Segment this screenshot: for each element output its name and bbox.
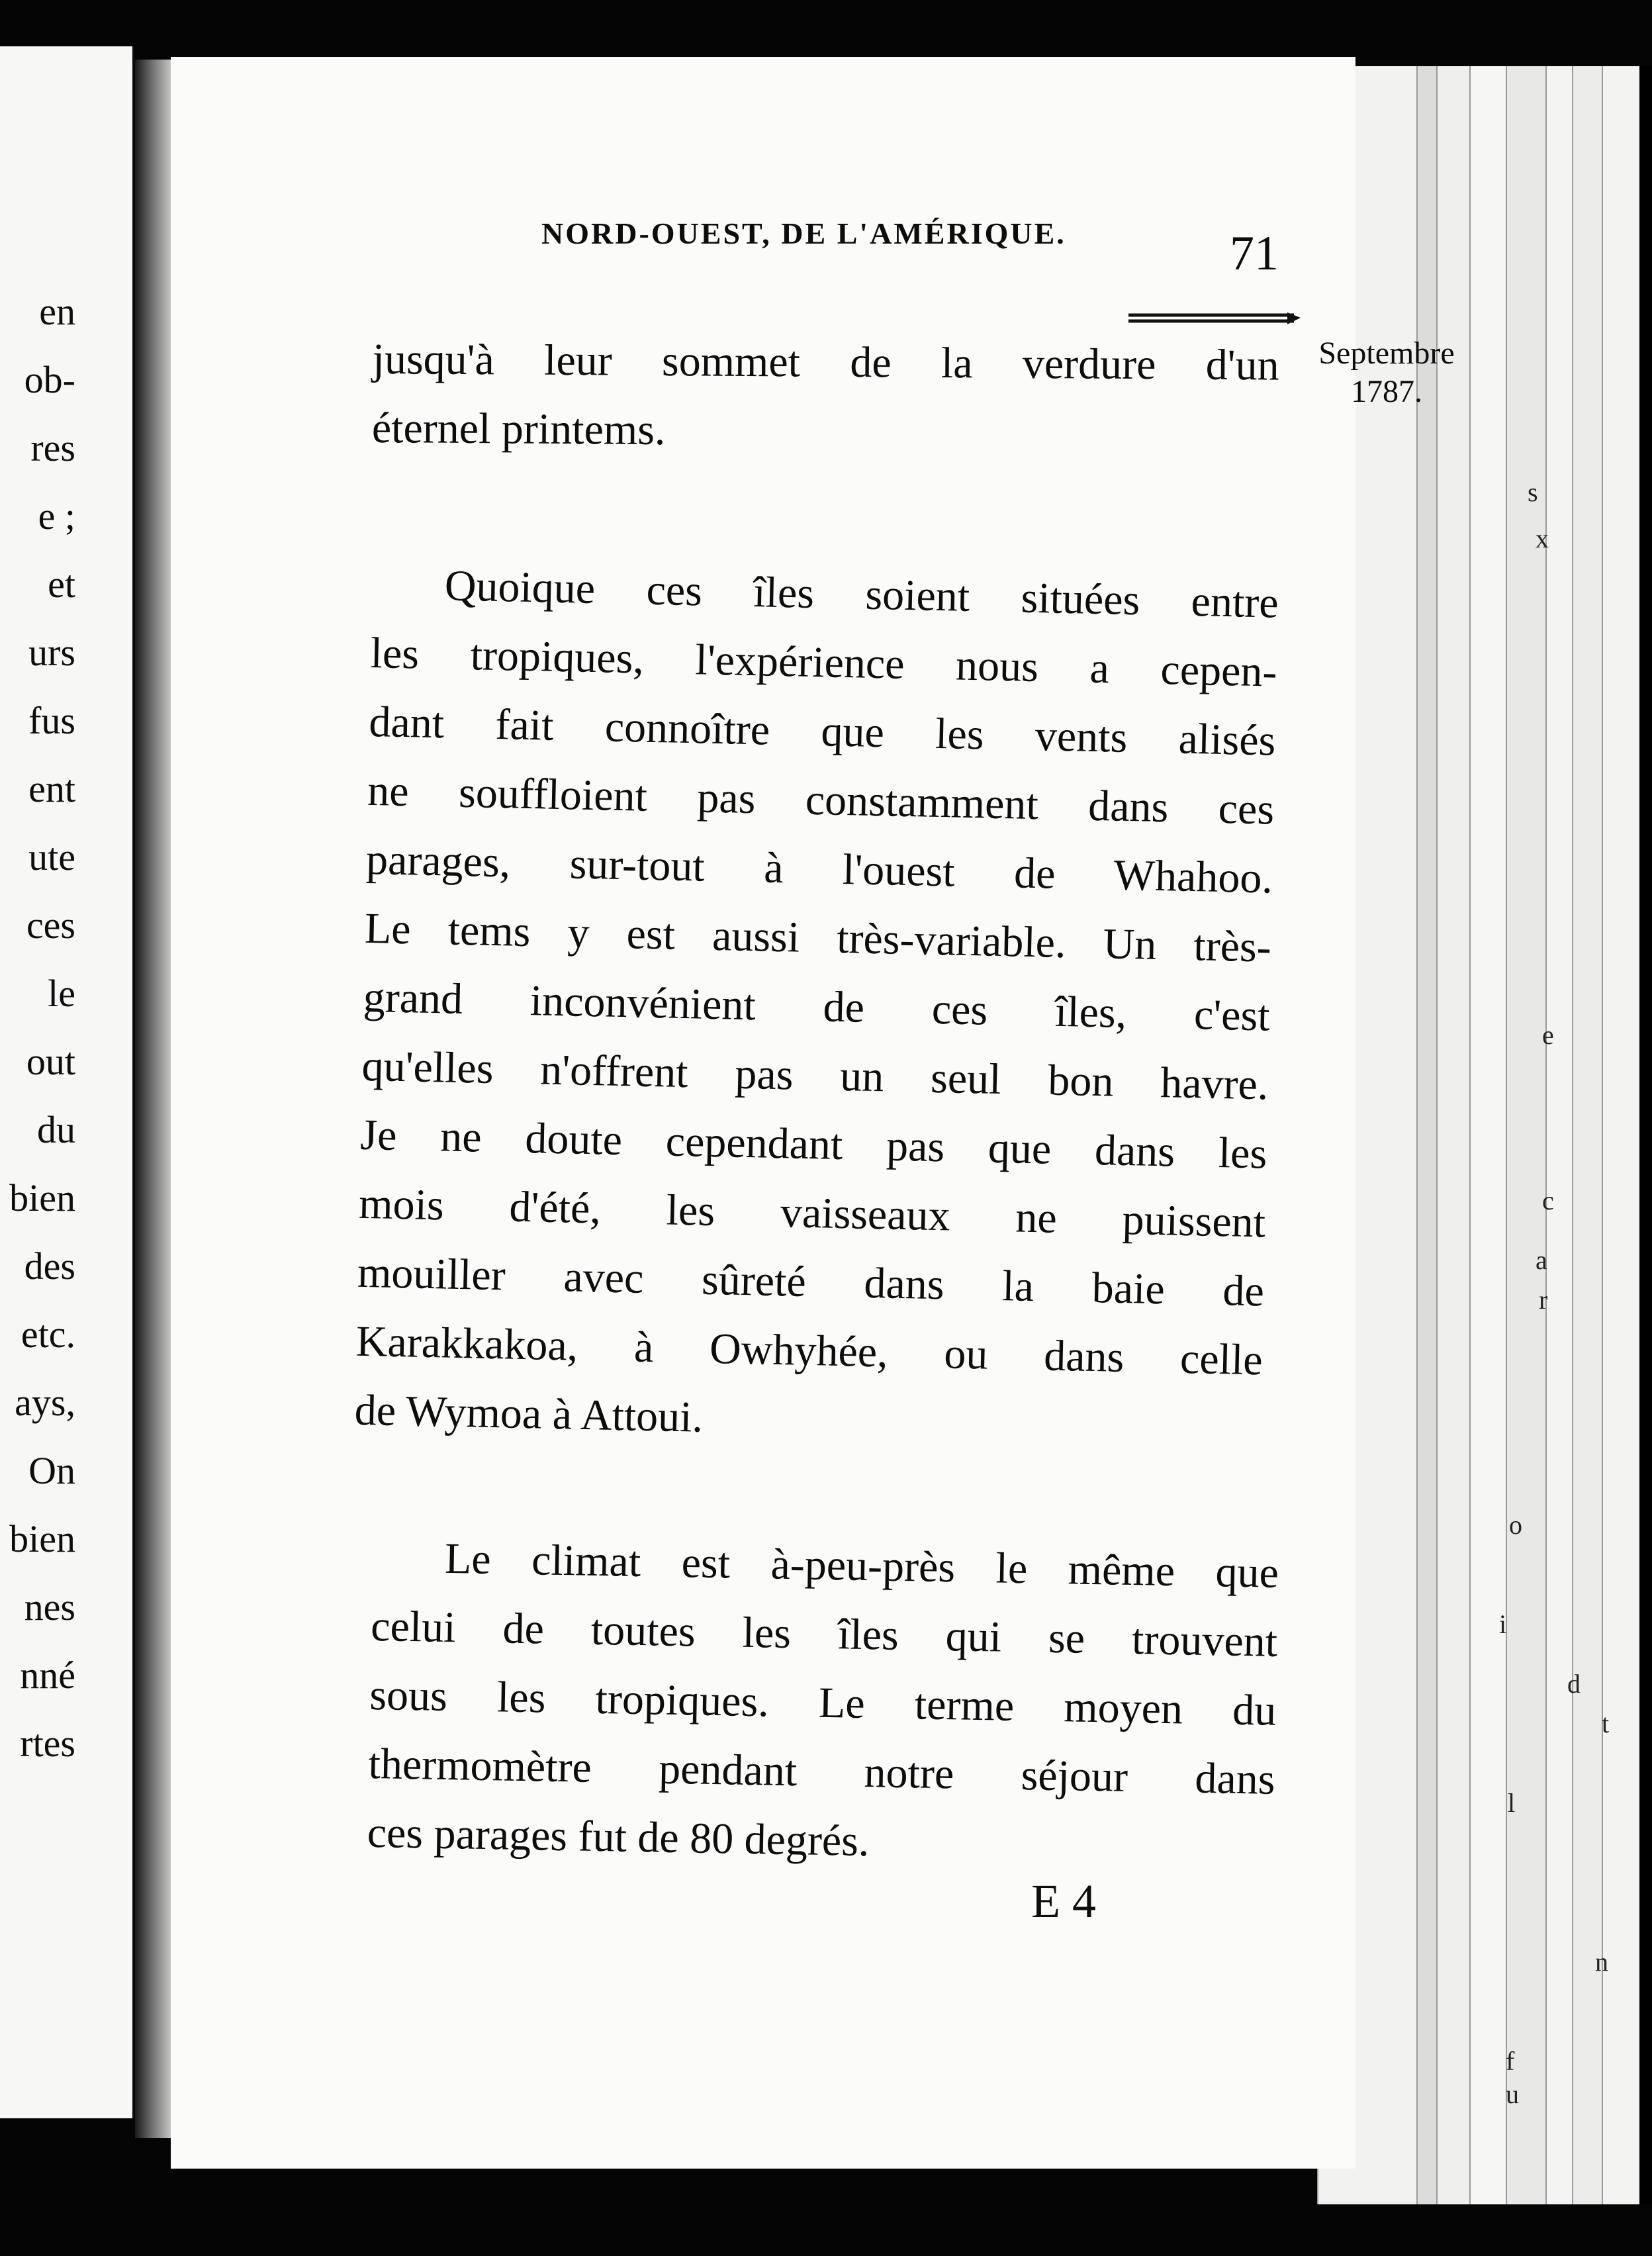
margin-note-month: Septembre <box>1318 336 1455 371</box>
left-page-line: ent <box>28 767 75 810</box>
text-line: Karakkakoa, à Owhyhée, ou dans celle <box>355 1317 1263 1385</box>
edge-glyph: r <box>1539 1285 1548 1315</box>
text-line: thermomètre pendant notre séjour dans <box>368 1739 1276 1804</box>
text-line: Le climat est à-peu-près le même que <box>444 1534 1279 1597</box>
left-page-line: en <box>39 290 75 333</box>
edge-glyph: u <box>1506 2079 1519 2109</box>
text-line: qu'elles n'offrent pas un seul bon havre. <box>361 1041 1269 1109</box>
edge-glyph: l <box>1508 1788 1516 1818</box>
paragraph-2 <box>354 550 1279 1464</box>
edge-glyph: a <box>1536 1245 1547 1275</box>
left-page-line: fus <box>28 699 75 742</box>
page-edge-strip <box>1572 66 1603 2204</box>
edge-glyph: s <box>1528 477 1538 507</box>
edge-glyph: d <box>1567 1669 1581 1699</box>
text-line: Je ne doute cependant pas que dans les <box>359 1110 1267 1178</box>
text-line: Le tems y est aussi très-variable. Un très- <box>364 904 1272 972</box>
text-line: celui de toutes les îles qui se trouvent <box>370 1601 1278 1666</box>
edge-glyph: x <box>1536 524 1549 553</box>
edge-glyph: t <box>1602 1709 1610 1738</box>
left-page-line: ob- <box>24 358 75 401</box>
left-page-line: On <box>28 1449 75 1492</box>
text-line: sous les tropiques. Le terme moyen du <box>369 1670 1277 1735</box>
left-page-line: des <box>24 1245 75 1288</box>
text-line: ces parages fut de 80 degrés. <box>367 1808 870 1866</box>
left-page-line: bien <box>9 1517 75 1560</box>
left-page-line: ute <box>28 835 75 878</box>
left-page-line: res <box>30 426 75 469</box>
running-head: NORD-OUEST, DE L'AMÉRIQUE. <box>541 216 1066 250</box>
signature-mark: E 4 <box>1031 1875 1096 1928</box>
text-line: mois d'été, les vaisseaux ne puissent <box>358 1179 1266 1247</box>
book-gutter <box>135 60 175 2138</box>
margin-date-note <box>1294 334 1479 411</box>
text-line: ne souffloient pas constamment dans ces <box>367 766 1275 834</box>
text-line: dant fait connoître que les vents alisés <box>368 697 1277 765</box>
book-page <box>171 57 1355 2169</box>
left-page-line: bien <box>9 1176 75 1219</box>
left-page-line: du <box>37 1108 75 1151</box>
margin-note-year: 1787. <box>1351 374 1422 409</box>
edge-glyph: i <box>1499 1609 1507 1639</box>
text-line: parages, sur-tout à l'ouest de Whahoo. <box>365 835 1273 903</box>
text-line: les tropiques, l'expérience nous a cepen- <box>369 628 1278 696</box>
edge-glyph: o <box>1509 1510 1522 1540</box>
text-line: Quoique ces îles soient situées entre <box>444 561 1279 628</box>
edge-glyph: n <box>1595 1947 1608 1977</box>
left-page-line: nes <box>24 1585 75 1628</box>
left-page-fragment <box>0 46 134 2118</box>
text-line: mouiller avec sûreté dans la baie de <box>357 1248 1265 1316</box>
left-page-line: et <box>48 563 75 606</box>
edge-glyph: f <box>1506 2046 1515 2076</box>
left-page-line: nné <box>20 1654 75 1697</box>
left-page-line: ces <box>26 904 75 947</box>
left-page-line: e ; <box>38 494 75 538</box>
edge-glyph: c <box>1542 1186 1554 1215</box>
text-line: éternel printems. <box>371 403 666 455</box>
edge-glyph: e <box>1542 1020 1554 1050</box>
page-edge-strip <box>1602 66 1639 2204</box>
left-page-line: rtes <box>20 1722 75 1765</box>
left-page-line: urs <box>28 631 75 674</box>
margin-rule-ornament <box>1128 311 1301 326</box>
text-line: jusqu'à leur sommet de la verdure d'un <box>372 334 1279 390</box>
left-page-line: le <box>48 972 75 1015</box>
left-page-line: etc. <box>21 1313 75 1356</box>
page-number: 71 <box>1230 226 1279 281</box>
paragraph-3 <box>367 1523 1279 1883</box>
left-page-line: ays, <box>15 1381 75 1424</box>
text-line: de Wymoa à Attoui. <box>354 1386 704 1442</box>
text-line: grand inconvénient de ces îles, c'est <box>363 972 1271 1041</box>
page-edge-strip <box>1506 66 1547 2204</box>
page-edge-strip <box>1545 66 1573 2204</box>
left-page-line: out <box>26 1040 75 1083</box>
paragraph-1 <box>372 325 1279 469</box>
